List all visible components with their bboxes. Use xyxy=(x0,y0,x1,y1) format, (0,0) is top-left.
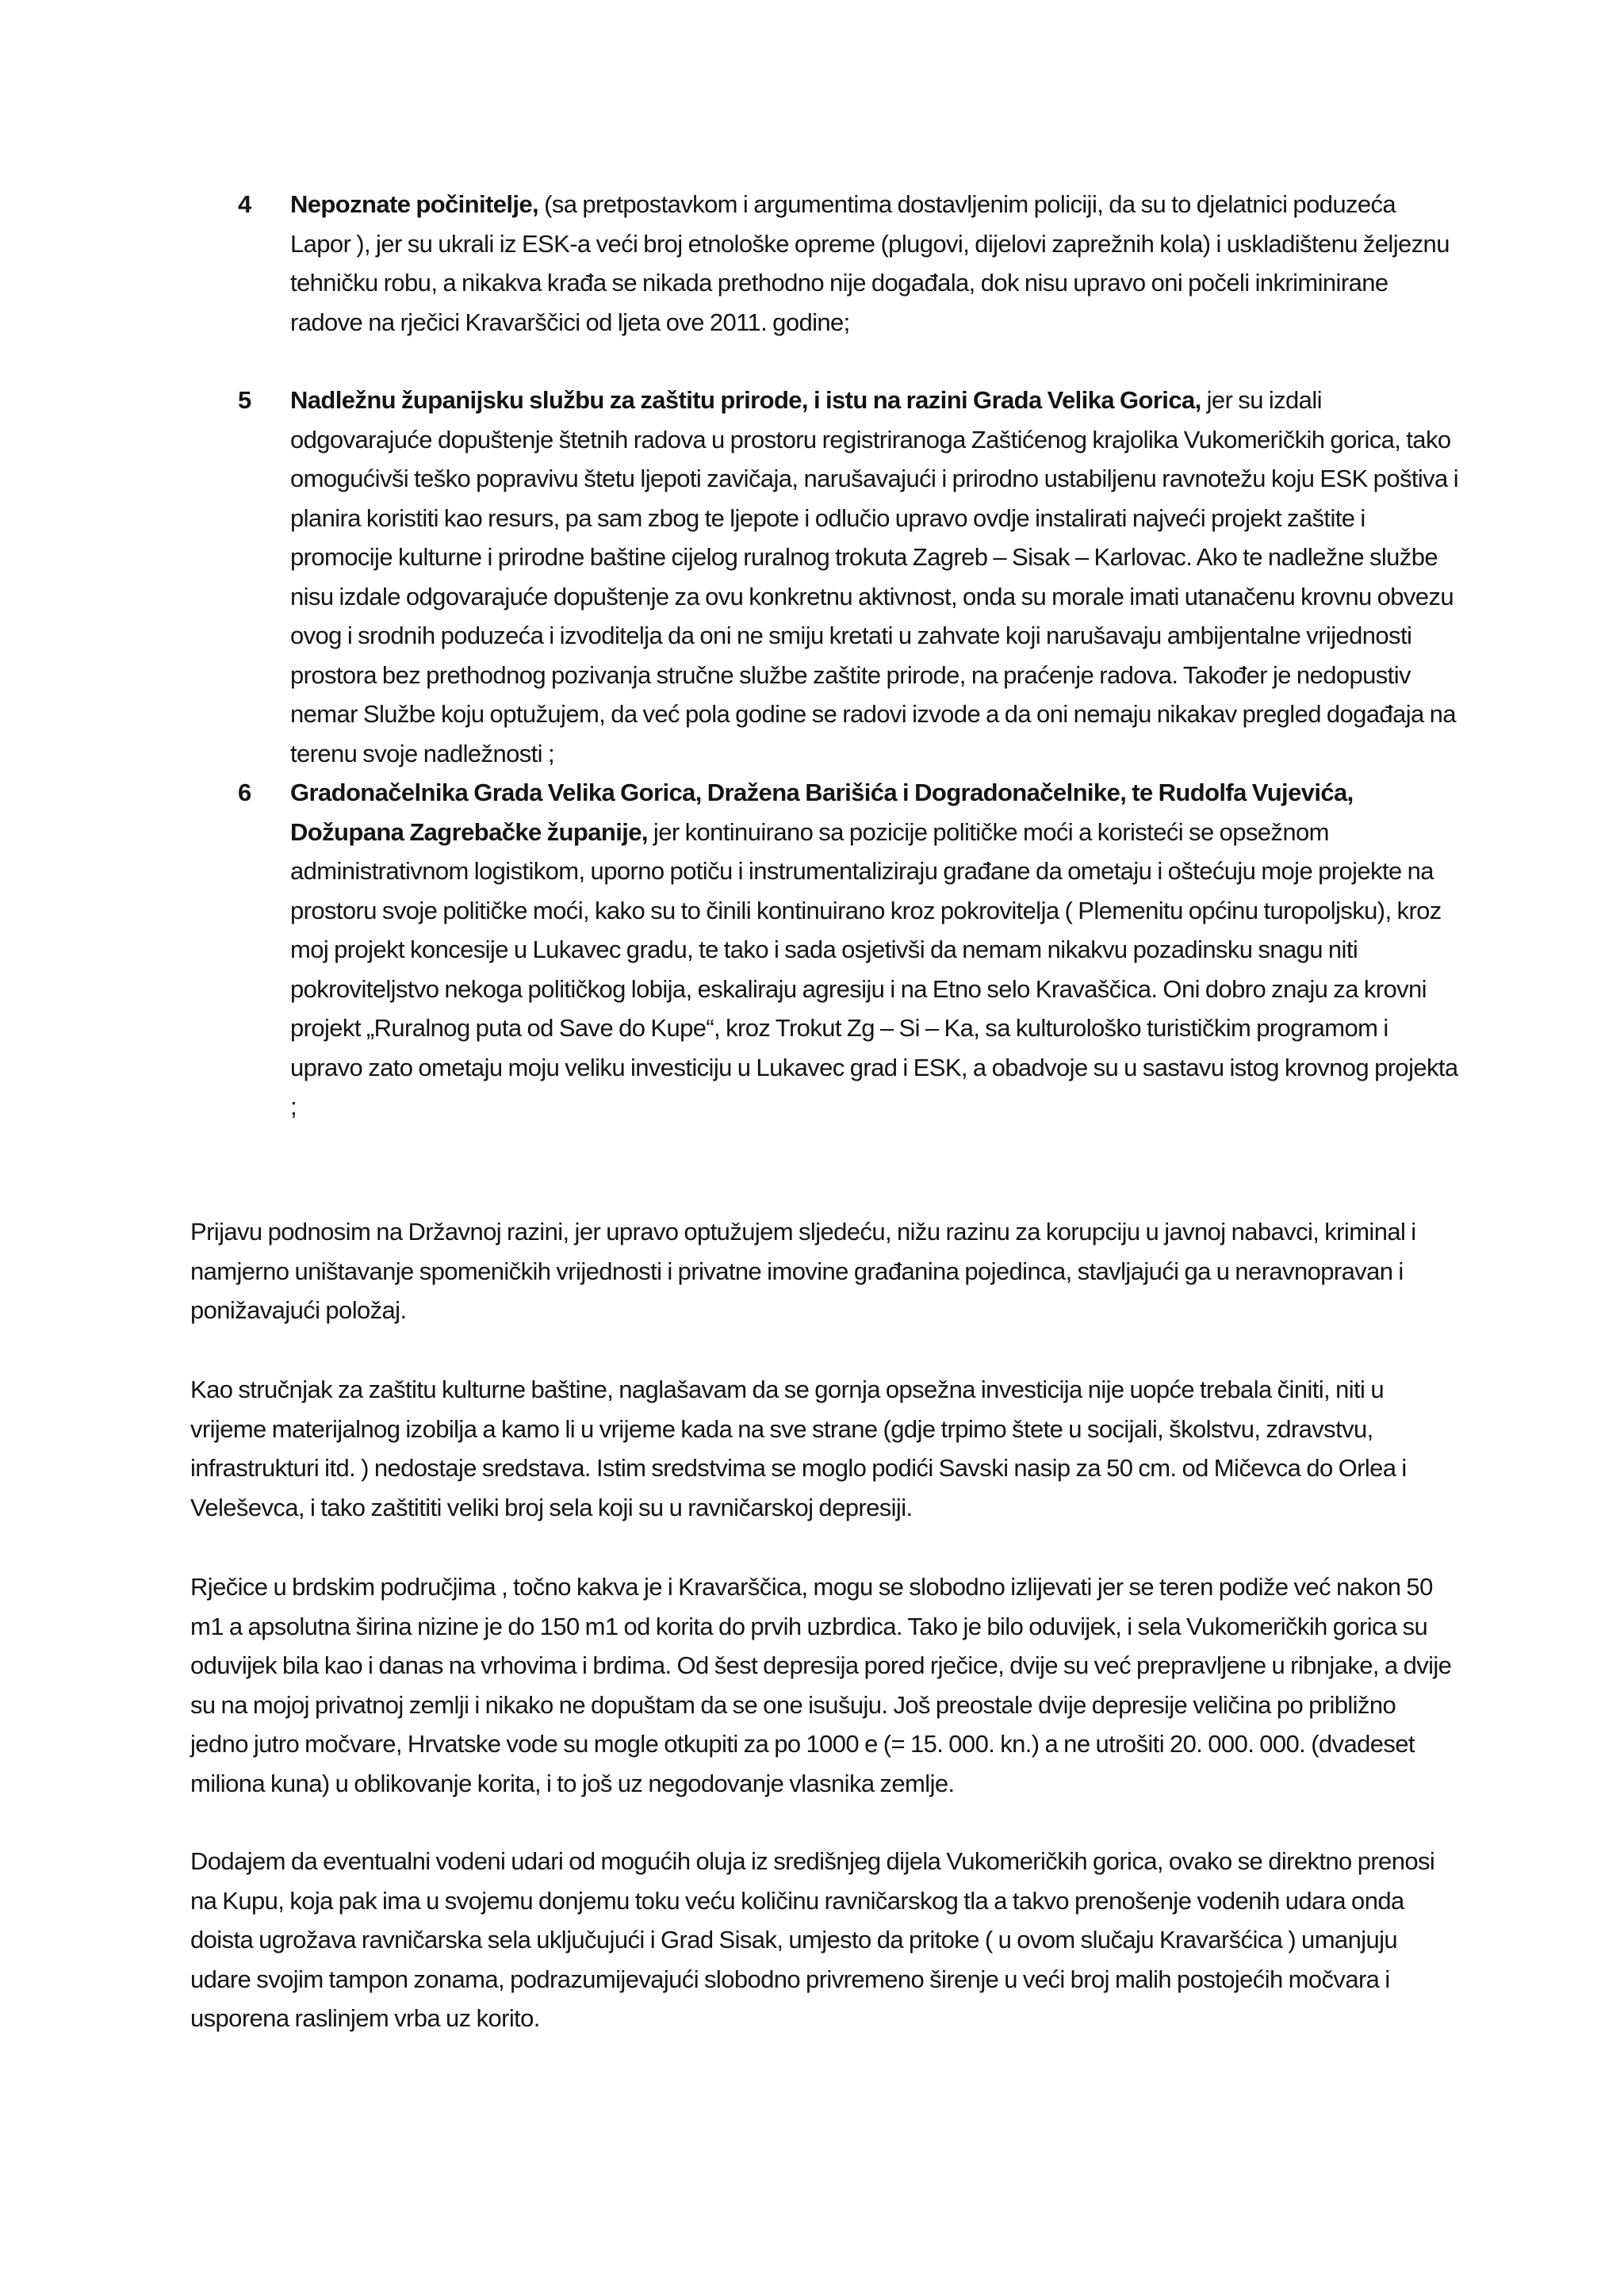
paragraph: Prijavu podnosim na Državnoj razini, jer upravo optužujem sljedeću, nižu razinu za korupciju u javnoj nabavci, kriminal i namjerno uništavanje spomeničkih vrijednosti i privatne imovine građanina pojedinca, stavljajući ga u neravnopravan i ponižavajući položaj. xyxy=(190,1218,1416,1324)
list-item xyxy=(238,773,1459,1127)
item-text: jer su izdali odgovarajuće dopuštenje štetnih radova u prostoru registriranoga Zaštićenog krajolika Vukomeričkih gorica, tako omogućivši teško popravivu štetu ljepoti zavičaja, narušavajući i prirodno ustabiljenu ravnotežu koju ESK poštiva i planira koristiti kao resurs, pa sam zbog te ljepote i odlučio upravo ovdje instalirati najveći projekt zaštite i promocije kulturne i prirodne baštine cijelog ruralnog trokuta Zagreb – Sisak – Karlovac. Ako te nadležne službe nisu izdale odgovarajuće dopuštenje za ovu konkretnu aktivnost, onda su morale imati utanačenu krovnu obvezu ovog i srodnih poduzeća i izvoditelja da oni ne smiju kretati u zahvate koji narušavaju ambijentalne vrijednosti prostora bez prethodnog pozivanja stručne službe zaštite prirode, na praćenje radova. Također je nedopustiv nemar Službe koju optužujem, da već pola godine se radovi izvode a da oni nemaju nikakav pregled događaja na terenu svoje nadležnosti ; xyxy=(290,386,1458,767)
list-item xyxy=(238,381,1459,773)
item-lead: Gradonačelnika Grada Velika Gorica, Dražena Barišića i Dogradonačelnike, te Rudolfa Vujevića, Dožupana Zagrebačke županije, xyxy=(290,779,1354,846)
paragraph: Kao stručnjak za zaštitu kulturne baštine, naglašavam da se gornja opsežna investicija nije uopće trebala činiti, niti u vrijeme materijalnog izobilja a kamo li u vrijeme kada na sve strane (gdje trpimo štete u socijali, školstvu, zdravstvu, infrastrukturi itd. ) nedostaje sredstava. Istim sredstvima se moglo podići Savski nasip za 50 cm. od Mičevca do Orlea i Veleševca, i tako zaštititi veliki broj sela koji su u ravničarskoj depresiji. xyxy=(190,1376,1407,1521)
item-number: 4 xyxy=(238,190,251,218)
item-lead: Nepoznate počinitelje, xyxy=(290,190,539,218)
item-number: 5 xyxy=(238,386,251,414)
list-item xyxy=(238,185,1459,342)
item-number: 6 xyxy=(238,779,251,806)
accused-list xyxy=(238,185,1459,1127)
item-text: jer kontinuirano sa pozicije političke moći a koristeći se opsežnom administrativnom logistikom, uporno potiču i instrumentaliziraju građane da ometaju i oštećuju moje projekte na prostoru svoje političke moći, kako su to činili kontinuirano kroz pokrovitelja ( Plemenitu općinu turopoljsku), kroz moj projekt koncesije u Lukavec gradu, te tako i sada osjetivši da nemam nikakvu pozadinsku snagu niti pokroviteljstvo nekoga političkog lobija, eskaliraju agresiju i na Etno selo Kravaščica. Oni dobro znaju za krovni projekt „Ruralnog puta od Save do Kupe“, kroz Trokut Zg – Si – Ka, sa kulturološko turističkim programom i upravo zato ometaju moju veliku investiciju u Lukavec grad i ESK, a obadvoje su u sastavu istog krovnog projekta ; xyxy=(290,817,1458,1120)
item-lead: Nadležnu županijsku službu za zaštitu prirode, i istu na razini Grada Velika Gorica, xyxy=(290,386,1201,414)
paragraph: Dodajem da eventualni vodeni udari od mogućih oluja iz središnjeg dijela Vukomeričkih gorica, ovako se direktno prenosi na Kupu, koja pak ima u svojemu donjemu toku veću količinu ravničarskog tla a takvo prenošenje vodenih udara onda doista ugrožava ravničarska sela uključujući i Grad Sisak, umjesto da pritoke ( u ovom slučaju Kravaršćica ) umanjuju udare svojim tampon zonama, podrazumijevajući slobodno privremeno širenje u veći broj malih postojećih močvara i usporena raslinjem vrba uz korito. xyxy=(190,1847,1435,2032)
paragraph: Rječice u brdskim područjima , točno kakva je i Kravarščica, mogu se slobodno izlijevati jer se teren podiže već nakon 50 m1 a apsolutna širina nizine je do 150 m1 od korita do prvih uzbrdica. Tako je bilo oduvijek, i sela Vukomeričkih gorica su oduvijek bila kao i danas na vrhovima i brdima. Od šest depresija pored rječice, dvije su već prepravljene u ribnjake, a dvije su na mojoj privatnoj zemlji i nikako ne dopuštam da se one isušuju. Još preostale dvije depresije veličina po približno jedno jutro močvare, Hrvatske vode su mogle otkupiti za po 1000 e (= 15. 000. kn.) a ne utrošiti 20. 000. 000. (dvadeset miliona kuna) u oblikovanje korita, i to još uz negodovanje vlasnika zemlje. xyxy=(190,1573,1452,1797)
item-text: (sa pretpostavkom i argumentima dostavljenim policiji, da su to djelatnici poduzeća Lapor ), jer su ukrali iz ESK-a veći broj etnološke opreme (plugovi, dijelovi zaprežnih kola) i uskladištenu željeznu tehničku robu, a nikakva krađa se nikada prethodno nije događala, dok nisu upravo oni počeli inkriminirane radove na rječici Kravarščici od ljeta ove 2011. godine; xyxy=(290,190,1450,336)
